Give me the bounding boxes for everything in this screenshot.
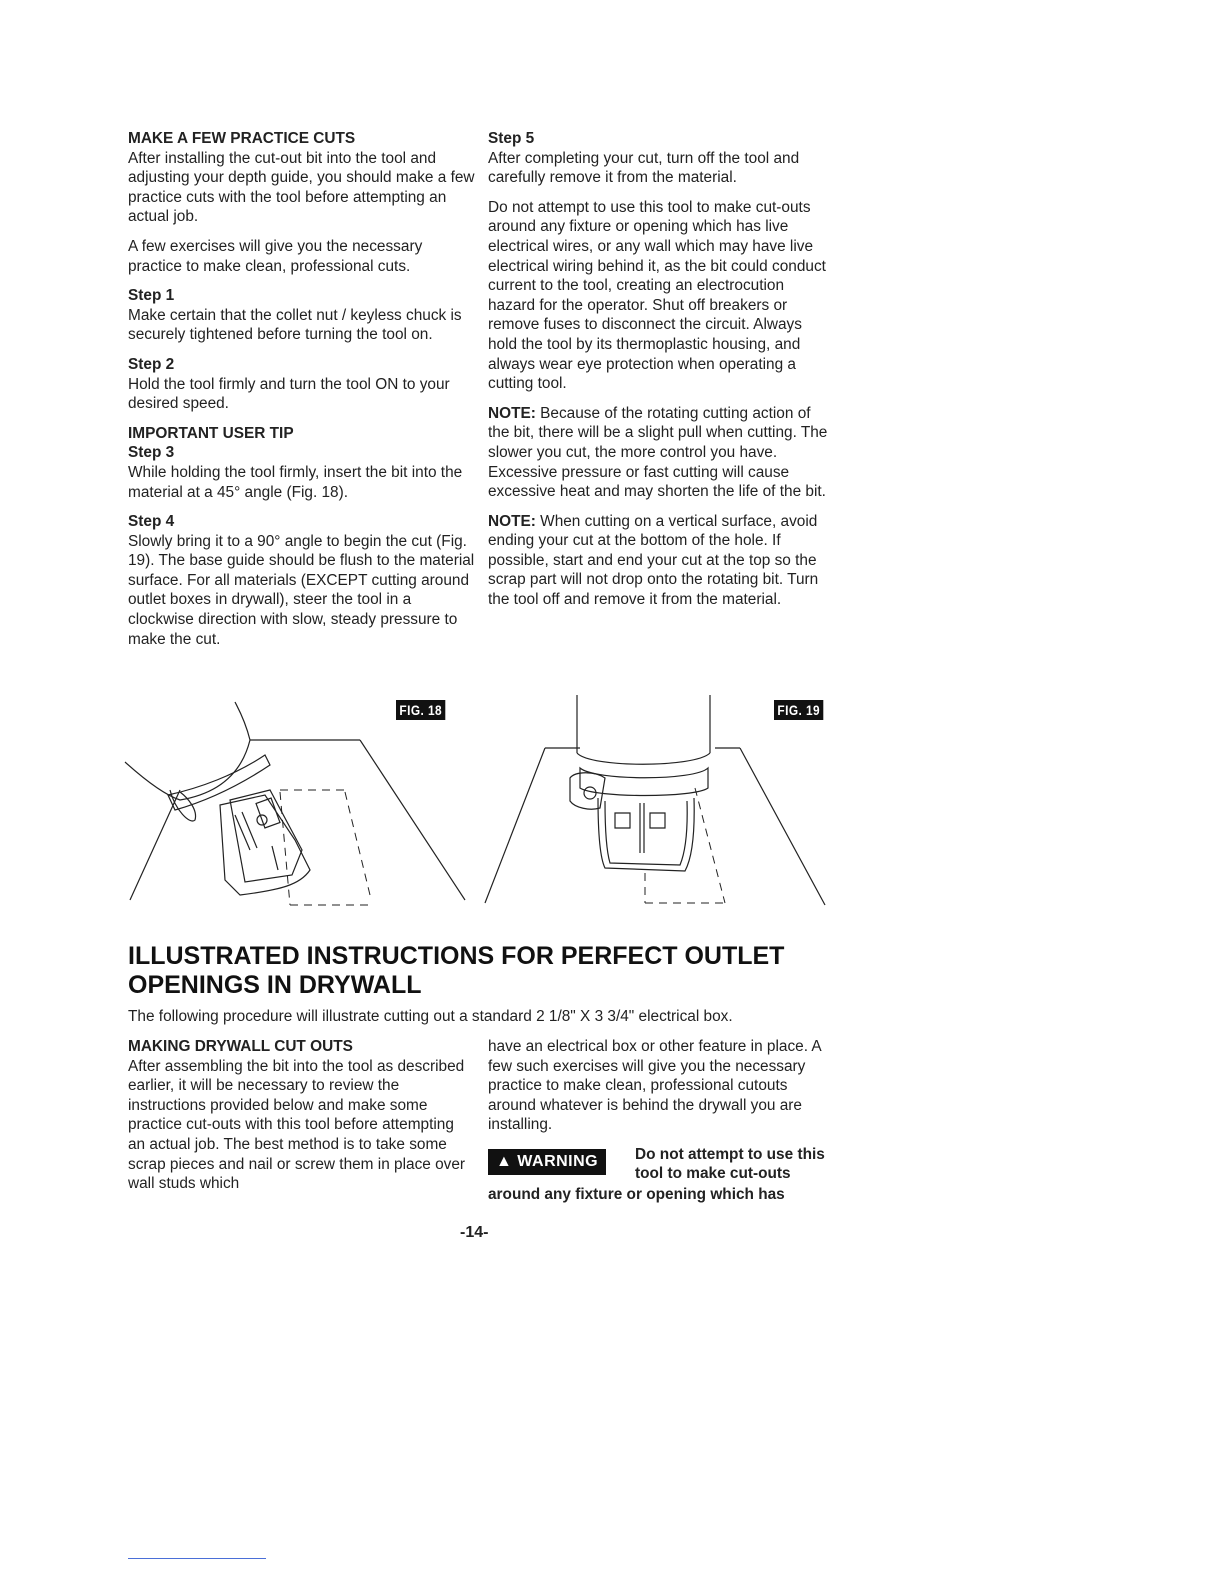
step2-title: Step 2: [128, 355, 175, 373]
drywall-right-text: have an electrical box or other feature in place. A few such exercises will give you the necessary practice to make clean, professional cutouts around whatever is behind the drywall you are installing.: [488, 1038, 821, 1134]
step5-title: Step 5: [488, 130, 535, 147]
note-label: NOTE:: [488, 512, 536, 530]
step3-text: While holding the tool firmly, insert the bit into the material at a 45° angle (Fig. 18).: [128, 463, 463, 501]
page-number: -14-: [460, 1224, 489, 1241]
step4-title: Step 4: [128, 513, 175, 531]
warning-block: [488, 1145, 833, 1185]
user-tip-heading: IMPORTANT USER TIP: [128, 424, 294, 442]
fig18-illustration: [120, 700, 480, 910]
step1-title: Step 1: [128, 287, 175, 305]
note-pull: [488, 404, 833, 502]
step2-text: Hold the tool firmly and turn the tool ON to your desired speed.: [128, 375, 450, 413]
exercises-text: A few exercises will give you the necessary practice to make clean, professional cuts.: [128, 237, 423, 275]
practice-cuts-text: After installing the cut-out bit into the tool and adjusting your depth guide, you should make a few practice cuts with the tool before attempting an actual job.: [128, 149, 475, 226]
drywall-left-column: [128, 1037, 473, 1204]
fig19-illustration: [480, 693, 830, 913]
section-intro: The following procedure will illustrate cutting out a standard 2 1/8" X 3 3/4" electrical box.: [128, 1008, 733, 1025]
warning-badge-label: WARNING: [517, 1152, 599, 1170]
note-label: NOTE:: [488, 404, 536, 422]
right-column: [488, 129, 833, 620]
drywall-cutouts-heading: MAKING DRYWALL CUT OUTS: [128, 1038, 353, 1055]
drywall-left-text: After assembling the bit into the tool as described earlier, it will be necessary to review the instructions provided below and make some practice cut-outs with this tool before attempting an actual job. The best method is to take some scrap pieces and nail or screw them in place over wall studs which: [128, 1057, 466, 1193]
electrical-warning-text: Do not attempt to use this tool to make cut-outs around any fixture or opening which has live electrical wires, or any wall which may have live electrical wiring behind it, as the bit could conduct current to the tool, creating an electrocution hazard for the operator. Shut off breakers or remove fuses to disconnect the circuit. Always hold the tool by its thermoplastic housing, and always wear eye protection when operating a cutting tool.: [488, 198, 826, 393]
drywall-right-column: [488, 1037, 833, 1204]
warning-text: Do not attempt to use this tool to make cut-outs: [635, 1145, 825, 1182]
warning-triangle-icon: ▲: [496, 1152, 513, 1170]
note-vertical: [488, 512, 833, 610]
fig18-label: FIG. 18: [396, 700, 445, 720]
left-column: [128, 129, 478, 659]
warning-badge: [488, 1149, 606, 1175]
section-title: ILLUSTRATED INSTRUCTIONS FOR PERFECT OUTLET OPENINGS IN DRYWALL: [128, 942, 785, 999]
step5-text: After completing your cut, turn off the tool and carefully remove it from the material.: [488, 149, 800, 187]
note-vertical-text: When cutting on a vertical surface, avoid ending your cut at the bottom of the hole. If possible, start and end your cut at the top so the scrap part will not drop onto the rotating bit. Turn the tool off and remove it from the material.: [488, 512, 819, 609]
warning-text-continued: around any fixture or opening which has: [488, 1185, 785, 1203]
step1-text: Make certain that the collet nut / keyless chuck is securely tightened before turning the tool on.: [128, 306, 462, 344]
bottom-rule: [128, 1558, 266, 1559]
note-pull-text: Because of the rotating cutting action of the bit, there will be a slight pull when cutting. The slower you cut, the more control you have. Excessive pressure or fast cutting will cause excessive heat and may shorten the life of the bit.: [488, 404, 828, 501]
practice-cuts-heading: MAKE A FEW PRACTICE CUTS: [128, 130, 356, 147]
step3-title: Step 3: [128, 444, 175, 462]
step4-text: Slowly bring it to a 90° angle to begin the cut (Fig. 19). The base guide should be flush to the material surface. For all materials (EXCEPT cutting around outlet boxes in drywall), steer the tool in a clockwise direction with slow, steady pressure to make the cut.: [128, 532, 475, 648]
fig19-label: FIG. 19: [774, 700, 823, 720]
